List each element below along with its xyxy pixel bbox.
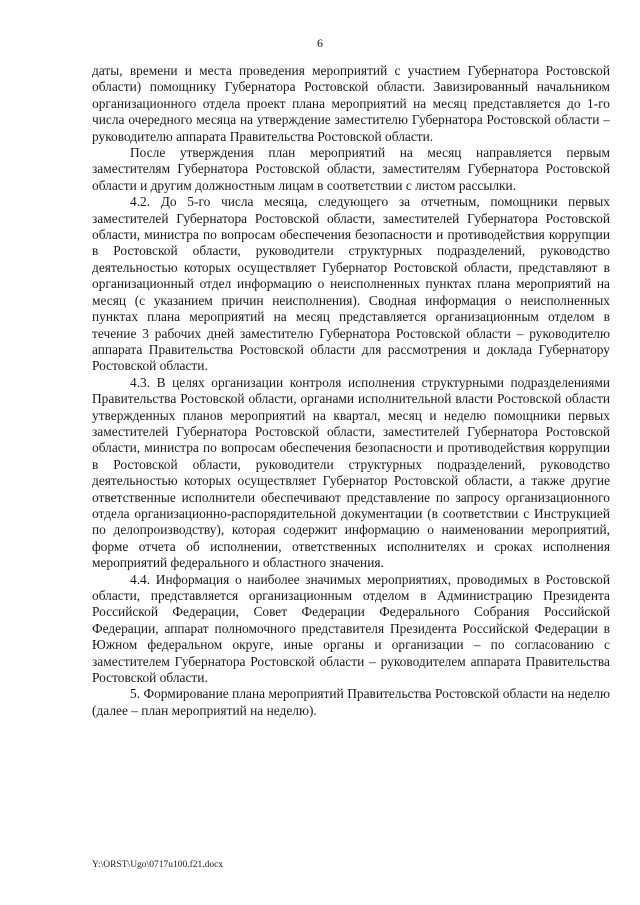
paragraph-4-4: 4.4. Информация о наиболее значимых мероприятиях, проводимых в Ростовской области, представляется организационным отделом в Администрацию Президента Российской Федерации, Совет Федерации Федерального Собрания Российской Федерации, аппарат полномочного представителя Президента Российской Федерации в Южном федеральном округе, иные органы и организации – по согласованию с заместителем Губернатора Ростовской области – руководителем аппарата Правительства Ростовской области. xyxy=(92,571,610,686)
paragraph-plan-approval: После утверждения план мероприятий на месяц направляется первым заместителям Губернатора Ростовской области, заместителям Губернатора Ростовской области и другим должностным лицам в соответствии с листом рассылки. xyxy=(92,145,610,193)
paragraph-4-3: 4.3. В целях организации контроля исполнения структурными подразделениями Правительства Ростовской области, органами исполнительной власти Ростовской области утвержденных планов мероприятий на квартал, месяц и неделю помощники первых заместителей Губернатора Ростовской области, заместителей Губернатора Ростовской области, министра по вопросам обеспечения безопасности и противодействия коррупции в Ростовской области, руководители структурных подразделений, руководство деятельностью которых осуществляет Губернатор Ростовской области, а также другие ответственные исполнители обеспечивают представление по запросу организационного отдела организационно-распорядительной документации (в соответствии с Инструкцией по делопроизводству), которая содержит информацию о наименовании мероприятий, форме отчета об исполнении, ответственных исполнителях и сроках исполнения мероприятий федерального и областного значения. xyxy=(92,374,610,571)
document-body xyxy=(92,63,610,719)
paragraph-5: 5. Формирование плана мероприятий Правительства Ростовской области на неделю (далее – план мероприятий на неделю). xyxy=(92,686,610,718)
paragraph-continuation: даты, времени и места проведения мероприятий с участием Губернатора Ростовской области) помощнику Губернатора Ростовской области. Завизированный начальником организационного отдела проект плана мероприятий на месяц представляется до 1-го числа очередного месяца на утверждение заместителю Губернатора Ростовской области – руководителю аппарата Правительства Ростовской области. xyxy=(92,63,610,144)
paragraph-4-2: 4.2. До 5-го числа месяца, следующего за отчетным, помощники первых заместителей Губернатора Ростовской области, заместителей Губернатора Ростовской области, министра по вопросам обеспечения безопасности и противодействия коррупции в Ростовской области, руководители структурных подразделений, руководство деятельностью которых осуществляет Губернатор Ростовской области, представляют в организационный отдел информацию о неисполненных пунктах плана мероприятий на месяц (с указанием причин неисполнения). Сводная информация о неисполненных пунктах плана мероприятий на месяц представляется организационным отделом в течение 3 рабочих дней заместителю Губернатора Ростовской области – руководителю аппарата Правительства Ростовской области для рассмотрения и доклада Губернатору Ростовской области. xyxy=(92,194,610,374)
footer-file-path: Y:\ORST\Ugo\0717u100.f21.docx xyxy=(92,860,224,870)
page-number: 6 xyxy=(317,36,323,50)
